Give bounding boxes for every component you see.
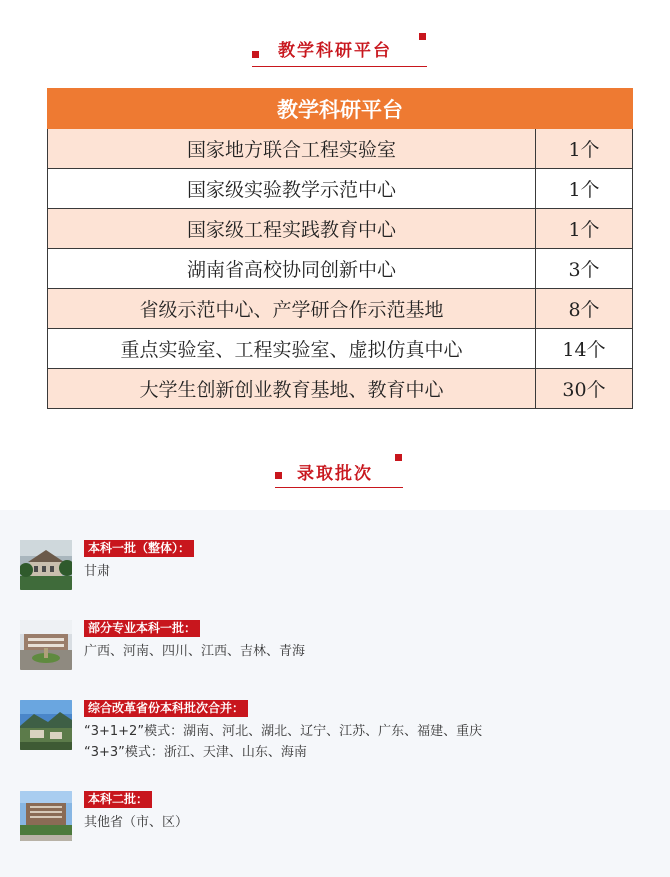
underline-rule <box>275 487 403 488</box>
platform-count: 14个 <box>536 329 633 369</box>
section-title: 教学科研平台 <box>278 41 392 61</box>
batch-item <box>20 700 640 760</box>
table-row <box>48 209 633 249</box>
table-row <box>48 289 633 329</box>
platform-name: 省级示范中心、产学研合作示范基地 <box>48 289 536 329</box>
platform-count: 1个 <box>536 169 633 209</box>
campus-photo <box>20 700 72 750</box>
batch-provinces: 广西、河南、四川、江西、吉林、青海 <box>84 644 306 659</box>
batch-provinces: “3+1+2”模式：湖南、河北、湖北、辽宁、江苏、广东、福建、重庆 <box>84 724 483 739</box>
platform-table <box>47 88 633 409</box>
table-row <box>48 249 633 289</box>
batch-label: 本科一批（整体）： <box>84 540 194 557</box>
platform-count: 1个 <box>536 209 633 249</box>
section-heading-platform <box>0 28 670 74</box>
batch-label: 综合改革省份本科批次合并： <box>84 700 248 717</box>
campus-photo <box>20 540 72 590</box>
platform-name: 国家地方联合工程实验室 <box>48 129 536 169</box>
batch-label: 本科二批： <box>84 791 152 808</box>
batch-label: 部分专业本科一批： <box>84 620 200 637</box>
table-row <box>48 169 633 209</box>
platform-count: 8个 <box>536 289 633 329</box>
table-row <box>48 129 633 169</box>
table-row <box>48 369 633 409</box>
table-header: 教学科研平台 <box>48 89 633 129</box>
section-title: 录取批次 <box>297 464 373 484</box>
campus-photo <box>20 791 72 841</box>
batch-provinces: 其他省（市、区） <box>84 815 189 830</box>
platform-name: 湖南省高校协同创新中心 <box>48 249 536 289</box>
batch-item <box>20 791 640 843</box>
batch-item <box>20 620 640 672</box>
batch-provinces: 甘肃 <box>84 564 111 579</box>
table-row <box>48 329 633 369</box>
platform-name: 重点实验室、工程实验室、虚拟仿真中心 <box>48 329 536 369</box>
platform-count: 3个 <box>536 249 633 289</box>
platform-name: 国家级实验教学示范中心 <box>48 169 536 209</box>
batch-provinces: “3+3”模式：浙江、天津、山东、海南 <box>84 745 307 760</box>
platform-count: 30个 <box>536 369 633 409</box>
table-header-row <box>48 89 633 129</box>
batch-item <box>20 540 640 592</box>
underline-rule <box>252 66 427 67</box>
platform-name: 大学生创新创业教育基地、教育中心 <box>48 369 536 409</box>
platform-count: 1个 <box>536 129 633 169</box>
admission-batches-panel <box>0 510 670 877</box>
section-heading-admission <box>0 452 670 498</box>
campus-photo <box>20 620 72 670</box>
platform-name: 国家级工程实践教育中心 <box>48 209 536 249</box>
